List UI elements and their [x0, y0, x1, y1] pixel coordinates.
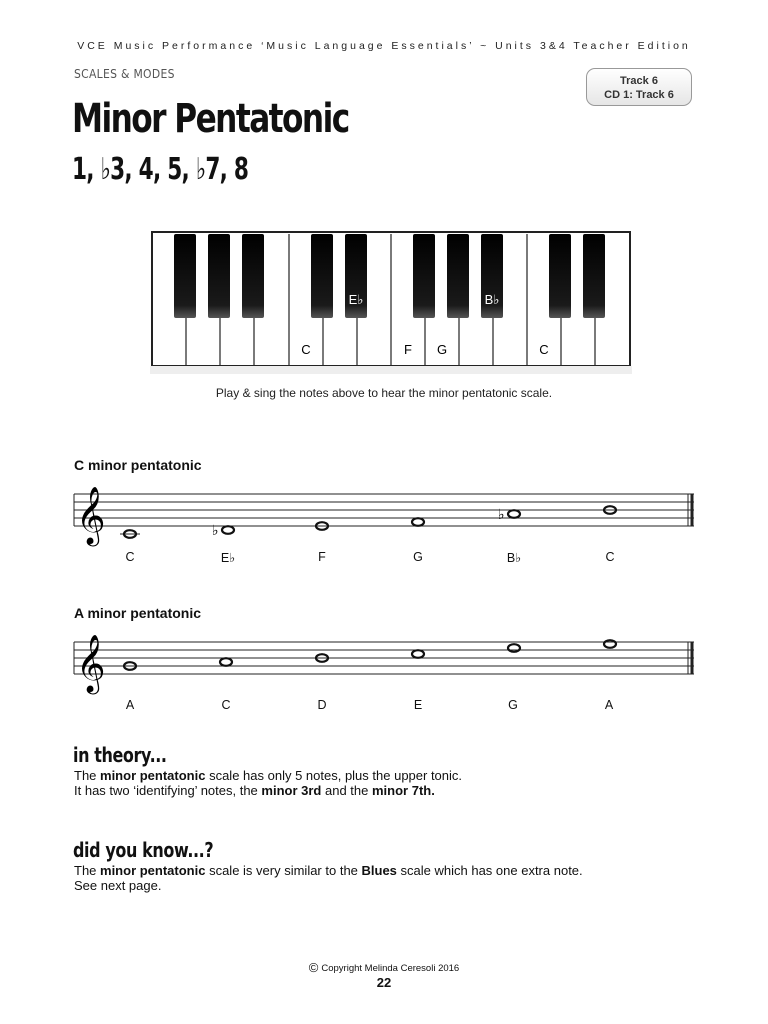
- didyouknow-line-1: [74, 863, 583, 878]
- note-head: [412, 518, 424, 526]
- treble-clef-icon: 𝄞: [76, 486, 106, 544]
- flat-icon: ♭: [212, 523, 219, 539]
- track-line-1: Track 6: [620, 75, 658, 87]
- note-label: B♭: [506, 551, 522, 565]
- copyright-text: Copyright Melinda Ceresoli 2016: [321, 963, 460, 974]
- note-head: [508, 510, 520, 518]
- text-run: scale has only 5 notes, plus the upper tonic.: [205, 768, 463, 783]
- track-line-2: CD 1: Track 6: [604, 89, 674, 101]
- white-key-label: G: [436, 342, 448, 357]
- copyright-symbol: ©: [308, 960, 319, 975]
- note-head: [508, 644, 520, 652]
- c-minor-pentatonic-staff: [72, 482, 698, 548]
- theory-line-2: [74, 783, 462, 798]
- didyouknow-heading: did you know...?: [73, 838, 214, 862]
- bold-run: minor 7th.: [371, 783, 435, 798]
- black-key-label: B♭: [484, 292, 500, 307]
- note-label: D: [317, 698, 327, 712]
- black-key-label: E♭: [348, 292, 364, 307]
- note-label: C: [221, 698, 231, 712]
- scale-formula: 1, ♭3, 4, 5, ♭7, 8: [72, 152, 249, 187]
- didyouknow-line-2: See next page.: [74, 878, 162, 893]
- note-label: G: [413, 550, 423, 564]
- staff1-title: C minor pentatonic: [74, 457, 202, 473]
- note-label: G: [508, 698, 518, 712]
- flat-icon: ♭: [498, 507, 505, 523]
- page-number: 22: [376, 975, 392, 990]
- treble-clef-icon: 𝄞: [76, 634, 106, 692]
- didyouknow-text: [74, 863, 583, 893]
- white-key-label: C: [539, 342, 549, 357]
- note-head: [604, 640, 616, 648]
- track-badge: [586, 68, 692, 106]
- bold-run: Blues: [361, 863, 397, 878]
- note-head: [220, 658, 232, 666]
- bold-run: minor pentatonic: [100, 863, 206, 878]
- bold-run: minor pentatonic: [100, 768, 206, 783]
- text-run: and the: [321, 783, 372, 798]
- page-title: Minor Pentatonic: [72, 96, 349, 142]
- theory-text: [74, 768, 462, 798]
- keyboard-caption: Play & sing the notes above to hear the minor pentatonic scale.: [215, 386, 553, 400]
- page-header: VCE Music Performance ‘Music Language Essentials’ ~ Units 3&4 Teacher Edition: [77, 40, 691, 52]
- theory-line-1: [74, 768, 462, 783]
- staff2-title: A minor pentatonic: [74, 605, 202, 621]
- section-tag: SCALES & MODES: [74, 67, 175, 81]
- theory-heading: in theory...: [73, 743, 167, 767]
- text-run: The: [74, 768, 101, 783]
- note-label: C: [125, 550, 135, 564]
- text-run: scale is very similar to the: [205, 863, 362, 878]
- note-head: [412, 650, 424, 658]
- note-label: E♭: [220, 551, 236, 565]
- text-run: It has two ‘identifying’ notes, the: [74, 783, 262, 798]
- note-label: A: [125, 698, 135, 712]
- note-label: C: [605, 550, 615, 564]
- text-run: scale which has one extra note.: [396, 863, 583, 878]
- note-label: E: [413, 698, 423, 712]
- piano-keyboard: [150, 230, 646, 378]
- white-key-label: F: [404, 342, 412, 357]
- note-label: F: [318, 550, 326, 564]
- text-run: The: [74, 863, 101, 878]
- note-label: A: [604, 698, 614, 712]
- bold-run: minor 3rd: [261, 783, 322, 798]
- white-key-label: C: [301, 342, 311, 357]
- a-minor-pentatonic-staff: [72, 630, 698, 696]
- note-head: [222, 526, 234, 534]
- copyright: [0, 960, 768, 975]
